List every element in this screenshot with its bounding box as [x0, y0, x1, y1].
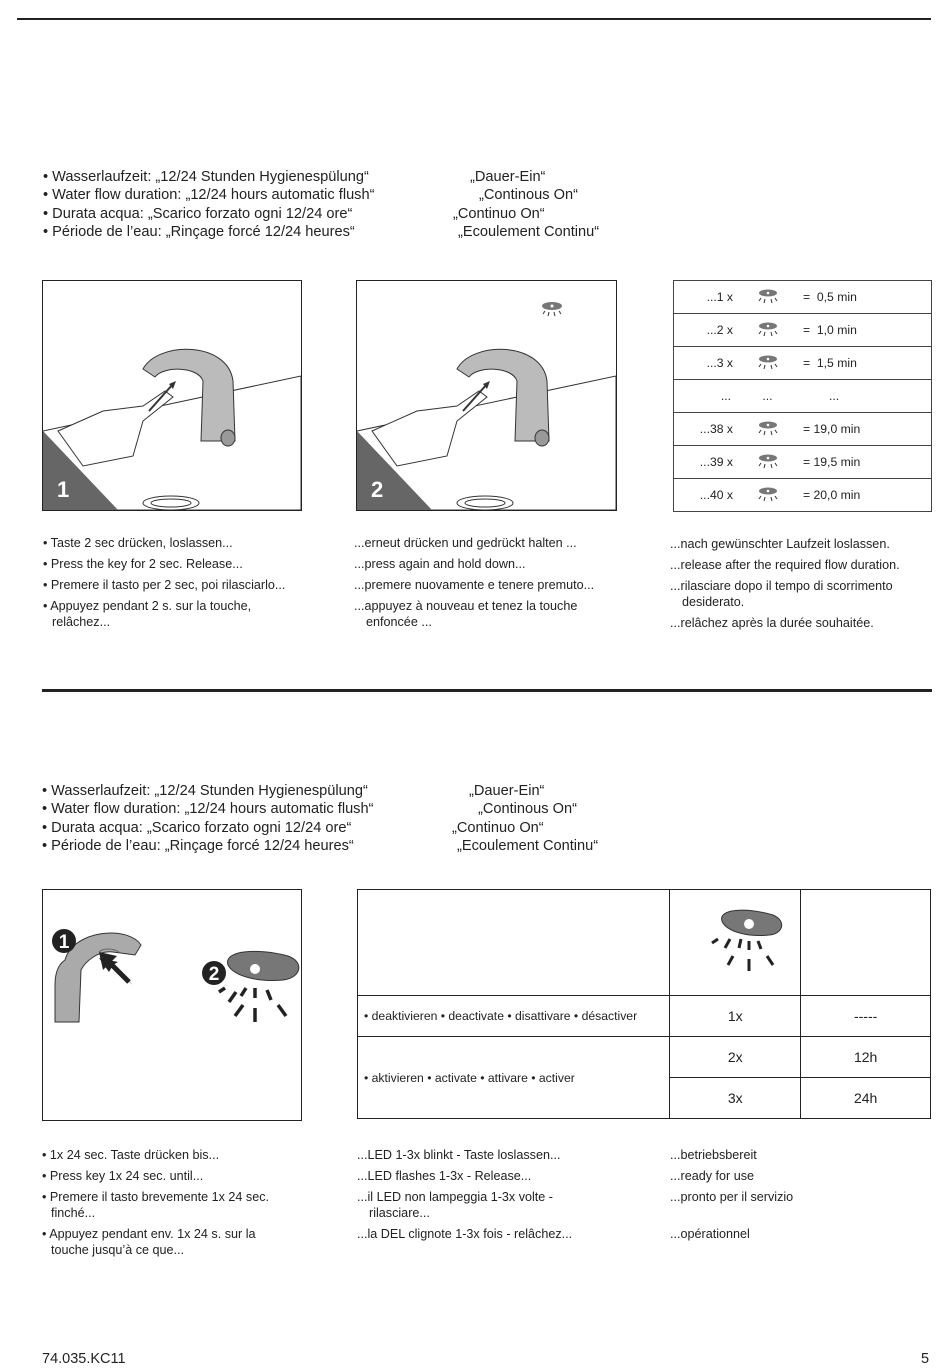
table-row — [358, 1037, 931, 1078]
s2-col3 — [670, 1147, 930, 1247]
instruction: ...nach gewünschter Laufzeit loslassen. — [670, 537, 890, 551]
bullet-left: • Période de l’eau: „Rinçage forcé 12/24 heures“ — [43, 223, 355, 240]
bullet-left: • Wasserlaufzeit: „12/24 Stunden Hygienespülung“ — [43, 169, 369, 185]
table-row — [674, 380, 932, 413]
activation-illustration — [42, 889, 302, 1121]
page-number: 5 — [921, 1351, 930, 1367]
activation-table — [357, 889, 931, 1119]
count-cell: ...3 x — [706, 356, 733, 370]
count-cell: 1x — [670, 996, 801, 1037]
instruction: • Appuyez pendant 2 s. sur la touche, relâchez... — [43, 599, 252, 629]
instruction: ...ready for use — [670, 1169, 754, 1183]
value-cell: = 0,5 min — [803, 290, 857, 304]
empty-header-cell — [801, 890, 931, 996]
instruction: ...pronto per il servizio — [670, 1190, 794, 1204]
table-row — [674, 281, 932, 314]
value-cell: = 1,5 min — [803, 356, 857, 370]
s1-col1 — [43, 535, 323, 635]
s2-col1 — [42, 1147, 322, 1263]
s1-bullets — [43, 168, 643, 241]
s2-bullets — [42, 782, 642, 855]
bullet-left: • Durata acqua: „Scarico forzato ogni 12/24 ore“ — [43, 205, 353, 222]
bullet-right: „Continuo On“ — [452, 819, 544, 836]
top-rule — [17, 18, 931, 20]
bullet-right: „Dauer-Ein“ — [470, 169, 546, 185]
instruction: ...il LED non lampeggia 1-3x volte - rilasciare... — [357, 1190, 554, 1220]
step1-illustration — [42, 280, 302, 511]
bullet-left: • Durata acqua: „Scarico forzato ogni 12/24 ore“ — [42, 819, 352, 836]
faucet-led-image — [43, 890, 301, 1120]
s2-col2 — [357, 1147, 647, 1247]
step2-illustration — [356, 280, 617, 511]
activate-label: • aktivieren • activate • attivare • activer — [358, 1037, 670, 1119]
instruction: • Premere il tasto brevemente 1x 24 sec. finché... — [42, 1190, 270, 1220]
led-icon — [733, 487, 803, 503]
value-cell: = 1,0 min — [803, 323, 857, 337]
document-code: 74.035.KC11 — [42, 1351, 126, 1367]
value-cell: 24h — [801, 1078, 931, 1119]
instruction: ...rilasciare dopo il tempo di scorrimento desiderato. — [670, 579, 893, 609]
bullet-right: „Continous On“ — [479, 187, 578, 204]
led-icon — [733, 355, 803, 371]
badge-2-text: 2 — [208, 964, 220, 985]
led-icon — [733, 289, 803, 305]
instruction: ...press again and hold down... — [354, 557, 526, 571]
s1-col3 — [670, 536, 935, 636]
instruction: • Premere il tasto per 2 sec, poi rilasciarlo... — [43, 578, 286, 592]
count-cell: ...2 x — [706, 323, 733, 337]
instruction: • Press key 1x 24 sec. until... — [42, 1169, 204, 1183]
instruction: ...erneut drücken und gedrückt halten ... — [354, 536, 577, 550]
faucet-hand-image — [357, 281, 616, 510]
led-header-cell — [670, 890, 801, 996]
instruction: • Taste 2 sec drücken, loslassen... — [43, 536, 233, 550]
count-cell: ...39 x — [699, 455, 733, 469]
faucet-hand-image — [43, 281, 301, 510]
value-cell: = 19,5 min — [803, 455, 861, 469]
icon-ellipsis: ... — [762, 389, 773, 403]
instruction: ...relâchez après la durée souhaitée. — [670, 616, 874, 630]
table-row — [674, 413, 932, 446]
instruction: ...la DEL clignote 1-3x fois - relâchez... — [357, 1227, 573, 1241]
bullet-left: • Water flow duration: „12/24 hours automatic flush“ — [42, 801, 374, 818]
table-row — [674, 446, 932, 479]
step-number: 1 — [57, 477, 70, 502]
bullet-left: • Wasserlaufzeit: „12/24 Stunden Hygienespülung“ — [42, 783, 368, 799]
instruction: • Appuyez pendant env. 1x 24 s. sur la touche jusqu’à ce que... — [42, 1227, 256, 1257]
badge-1-text: 1 — [58, 932, 70, 953]
led-flash-icon — [685, 901, 785, 981]
instruction: ...premere nuovamente e tenere premuto... — [354, 578, 595, 592]
led-icon — [733, 421, 803, 437]
count-cell: 3x — [670, 1078, 801, 1119]
value-cell: ----- — [801, 996, 931, 1037]
count-cell: ...40 x — [699, 488, 733, 502]
led-icon — [733, 454, 803, 470]
bullet-right: „Ecoulement Continu“ — [458, 223, 600, 240]
instruction: • 1x 24 sec. Taste drücken bis... — [42, 1148, 220, 1162]
bullet-right: „Dauer-Ein“ — [469, 783, 545, 799]
table-row — [674, 347, 932, 380]
instruction: ...LED 1-3x blinkt - Taste loslassen... — [357, 1148, 561, 1162]
step-number: 2 — [371, 477, 384, 502]
bullet-right: „Ecoulement Continu“ — [457, 837, 599, 854]
table-row — [674, 479, 932, 512]
value-cell: = 19,0 min — [803, 422, 861, 436]
instruction: • Press the key for 2 sec. Release... — [43, 557, 243, 571]
bullet-right: „Continous On“ — [478, 801, 577, 818]
s1-col2 — [354, 535, 644, 635]
table-row — [358, 996, 931, 1037]
flow-duration-table — [673, 280, 932, 512]
count-cell: ... — [720, 389, 731, 403]
section-divider — [42, 689, 932, 692]
instruction: ...opérationnel — [670, 1227, 750, 1241]
value-cell: = 20,0 min — [803, 488, 861, 502]
count-cell: ...38 x — [699, 422, 733, 436]
led-flash-icon — [542, 302, 562, 316]
table-row — [674, 314, 932, 347]
bullet-left: • Water flow duration: „12/24 hours automatic flush“ — [43, 187, 375, 204]
led-rays-icon — [219, 988, 286, 1022]
deactivate-label: • deaktivieren • deactivate • disattivare • désactiver — [358, 996, 670, 1037]
instruction: ...betriebsbereit — [670, 1148, 757, 1162]
value-cell: ... — [829, 389, 840, 403]
bullet-left: • Période de l’eau: „Rinçage forcé 12/24 heures“ — [42, 837, 354, 854]
led-icon — [733, 322, 803, 338]
value-cell: 12h — [801, 1037, 931, 1078]
table-header-row — [358, 890, 931, 996]
instruction: ...release after the required flow duration. — [670, 558, 900, 572]
bullet-right: „Continuo On“ — [453, 205, 545, 222]
instruction: ...LED flashes 1-3x - Release... — [357, 1169, 532, 1183]
instruction: ...appuyez à nouveau et tenez la touche enfoncée ... — [354, 599, 578, 629]
count-cell: 2x — [670, 1037, 801, 1078]
empty-header-cell — [358, 890, 670, 996]
count-cell: ...1 x — [706, 290, 733, 304]
